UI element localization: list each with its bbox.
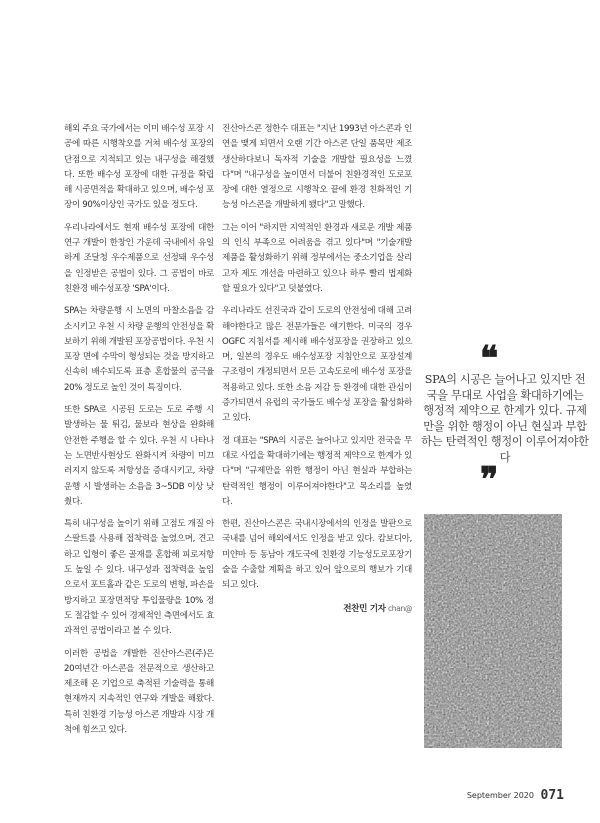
- article-column-left: [64, 122, 214, 745]
- open-quote-icon: ❝: [480, 339, 499, 379]
- pull-quote: [420, 339, 590, 500]
- asphalt-texture-photo: [424, 514, 562, 748]
- page-number: 071: [540, 788, 564, 803]
- article-paragraph: 그는 이어 "하지만 지역적인 환경과 새로운 개발 제품의 인식 부족으로 어려움을 겪고 있다"며 "기술개발 제품을 활성화하기 위해 정부에서는 중소기업을 살리고자 제도 개선을 마련하고 있으나 하루 빨리 법제화 할 필요가 있다"고 덧붙였다.: [222, 222, 412, 294]
- byline-name: 전찬민 기자: [343, 603, 386, 614]
- close-quote-icon: ❞: [480, 460, 499, 500]
- article-paragraph: 한편, 진산아스콘은 국내시장에서의 인정을 발판으로 국내를 넘어 해외에서도 인정을 받고 있다. 캄보디아, 미얀마 등 동남아 개도국에 친환경 기능성도로포장기술을 수출할 계획을 하고 있어 앞으로의 행보가 기대되고 있다.: [222, 519, 412, 591]
- article-paragraph: 또한 SPA로 시공된 도로는 도로 주행 시 발생하는 물 튀김, 물보라 현상을 완화해 안전한 주행을 할 수 있다. 우천 시 나타나는 노면반사현상도 완화시켜 차량이 미끄러지지 않도록 저항성을 증대시키고, 차량 운행 시 발생하는 소음을 3~5DB 이상 낮췄다.: [64, 405, 214, 507]
- article-paragraph: 특히 내구성을 높이기 위해 고점도 개질 아스팔트를 사용해 접착력을 높였으며, 견고하고 입형이 좋은 골재를 혼합해 피로저항도 높일 수 있다. 내구성과 접착력을 높임으로서 포트홀과 같은 도로의 변형, 파손을 방지하고 포장면적당 투입물량을 10% 정도 절감할 수 있어 경제적인 측면에서도 효과적인 공법이라고 볼 수 있다.: [64, 519, 214, 637]
- byline-email: chan@: [388, 603, 412, 613]
- article-paragraph: 진산아스콘 정한수 대표는 "지난 1993년 아스콘과 인연을 맺게 되면서 오랜 기간 아스콘 단일 품목만 제조 생산하다보니 독자적 기술을 개발할 필요성을 느꼈다"며 "내구성을 높이면서 더불어 친환경적인 도로포장에 대한 열정으로 시행착오 끝에 환경 친화적인 기능성 아스콘을 개발하게 됐다"고 말했다.: [222, 124, 412, 211]
- article-paragraph: 정 대표는 "SPA의 시공은 늘어나고 있지만 전국을 무대로 사업을 확대하기에는 행정적 제약으로 한계가 있다"며 "규제만을 위한 행정이 아닌 현실과 부합하는 탄력적인 행정이 이루어져야한다"고 목소리를 높였다.: [222, 435, 412, 507]
- article-paragraph: 해외 주요 국가에서는 이미 배수성 포장 시공에 따른 시행착오를 거쳐 배수성 포장의 단점으로 지적되고 있는 내구성을 해결했다. 또한 배수성 포장에 대한 규정을 확립해 시공면적을 확대하고 있으며, 배수성 포장이 90%이상인 국가도 있을 정도다.: [64, 124, 214, 211]
- article-paragraph: 이러한 공법을 개발한 진산아스콘(주)은 20여년간 아스콘을 전문적으로 생산하고 제조해 온 기업으로 축적된 기술력을 통해 현재까지 지속적인 연구와 개발을 해왔다. 특히 친환경 기능성 아스콘 개발과 시장 개척에 힘쓰고 있다.: [64, 648, 214, 735]
- article-paragraph: 우리나라에서도 현재 배수성 포장에 대한 연구 개발이 한창인 가운데 국내에서 유일하게 조달청 우수제품으로 선정돼 우수성을 인정받은 공법이 있다. 그 공법이 바로 친환경 배수성포장 'SPA'이다.: [64, 222, 214, 294]
- article-paragraph: 우리나라도 선진국과 같이 도로의 안전성에 대해 고려해야한다고 많은 전문가들은 얘기한다. 미국의 경우 OGFC 지침서를 제시해 배수성포장을 권장하고 있으며, 일본의 경우도 배수성포장 지침안으로 포장설계 구조령이 개정되면서 모든 고속도로에 배수성 포장을 적용하고 있다. 또한 소음 저감 등 환경에 대한 관심이 증가되면서 유럽의 국가들도 배수성 포장을 활성화하고 있다.: [222, 306, 412, 424]
- byline: [222, 601, 412, 617]
- issue-date: September 2020: [466, 791, 534, 800]
- article-column-middle: [222, 122, 412, 617]
- article-paragraph: SPA는 차량운행 시 노면의 마찰소음을 감소시키고 우천 시 차량 운행의 안전성을 확보하기 위해 개발된 포장공법이다. 우천 시 포장 면에 수막이 형성되는 것을 방지하고 신속히 배수되도록 표층 혼합물의 공극율 20% 정도로 높인 것이 특징이다.: [64, 306, 214, 393]
- pull-quote-text: SPA의 시공은 늘어나고 있지만 전국을 무대로 사업을 확대하기에는 행정적 제약으로 한계가 있다. 규제만을 위한 행정이 아닌 현실과 부합하는 탄력적인 행정이 이루어져야한다: [421, 373, 589, 464]
- page-footer: [467, 788, 564, 803]
